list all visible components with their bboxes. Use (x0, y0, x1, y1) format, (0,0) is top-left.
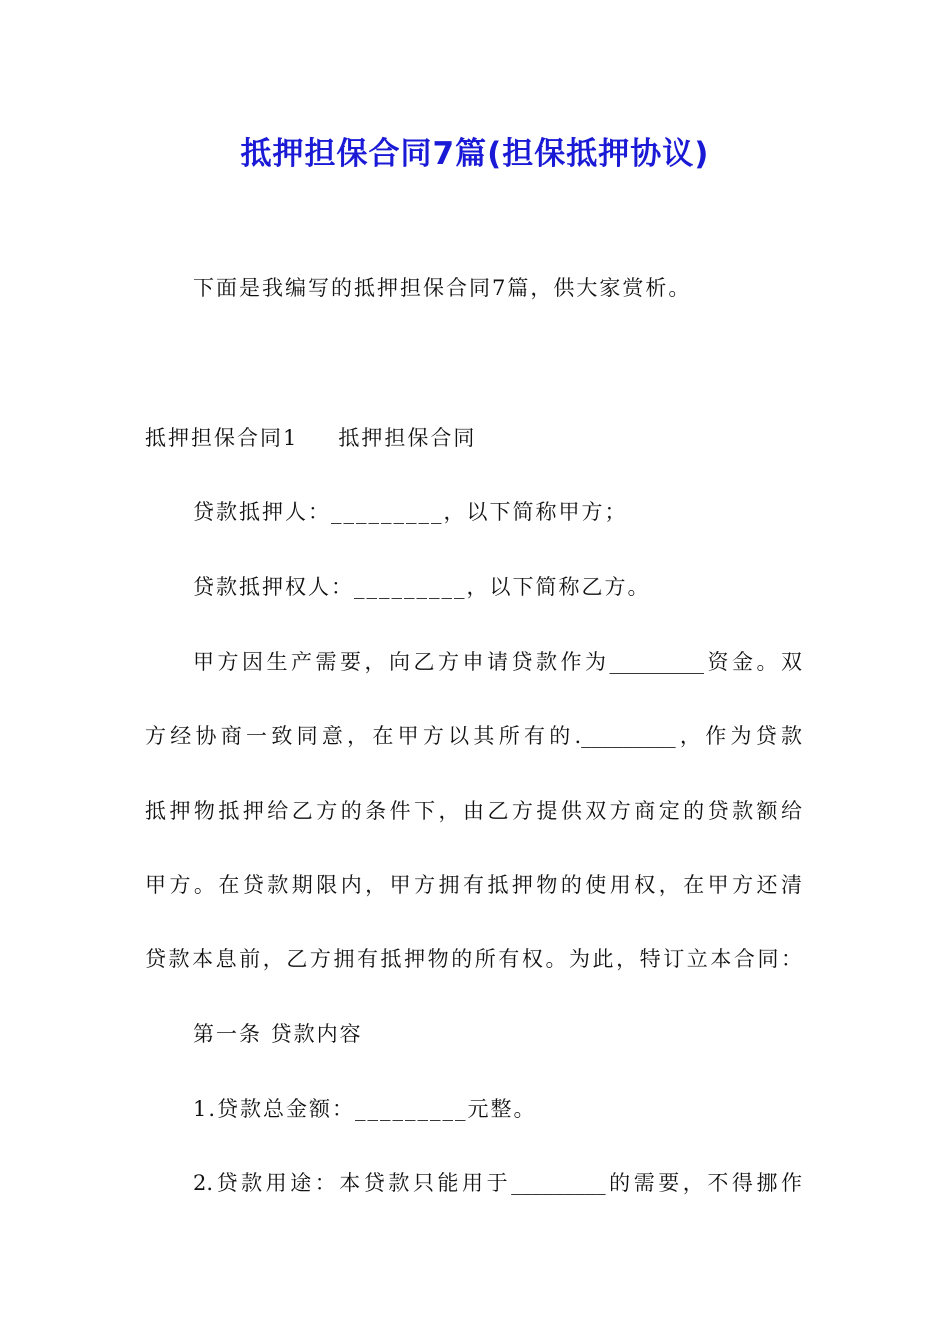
section-heading-label: 抵押担保合同1 (145, 426, 299, 450)
document-title: 抵押担保合同7篇(担保抵押协议) (240, 136, 710, 172)
section-heading (145, 422, 476, 452)
paragraph-line: 甲方因生产需要，向乙方申请贷款作为_________资金。双 (193, 650, 802, 674)
loan-purpose-line: 2.贷款用途：本贷款只能用于_________的需要，不得挪作 (193, 1171, 802, 1195)
paragraph-line: 抵押物抵押给乙方的条件下，由乙方提供双方商定的贷款额给 (145, 799, 802, 823)
mortgagor-line: 贷款抵押人：_________，以下简称甲方； (193, 500, 628, 524)
mortgagee-line: 贷款抵押权人：_________，以下简称乙方。 (193, 575, 651, 599)
paragraph-line: 方经协商一致同意，在甲方以其所有的._________，作为贷款 (145, 724, 802, 748)
paragraph-line: 贷款本息前，乙方拥有抵押物的所有权。为此，特订立本合同： (145, 947, 802, 971)
section-heading-subtitle: 抵押担保合同 (338, 426, 477, 450)
article-heading: 第一条 贷款内容 (193, 1022, 363, 1046)
paragraph-line: 甲方。在贷款期限内，甲方拥有抵押物的使用权，在甲方还清 (145, 873, 802, 897)
intro-paragraph: 下面是我编写的抵押担保合同7篇，供大家赏析。 (193, 276, 692, 300)
loan-amount-line: 1.贷款总金额：_________元整。 (193, 1097, 537, 1121)
